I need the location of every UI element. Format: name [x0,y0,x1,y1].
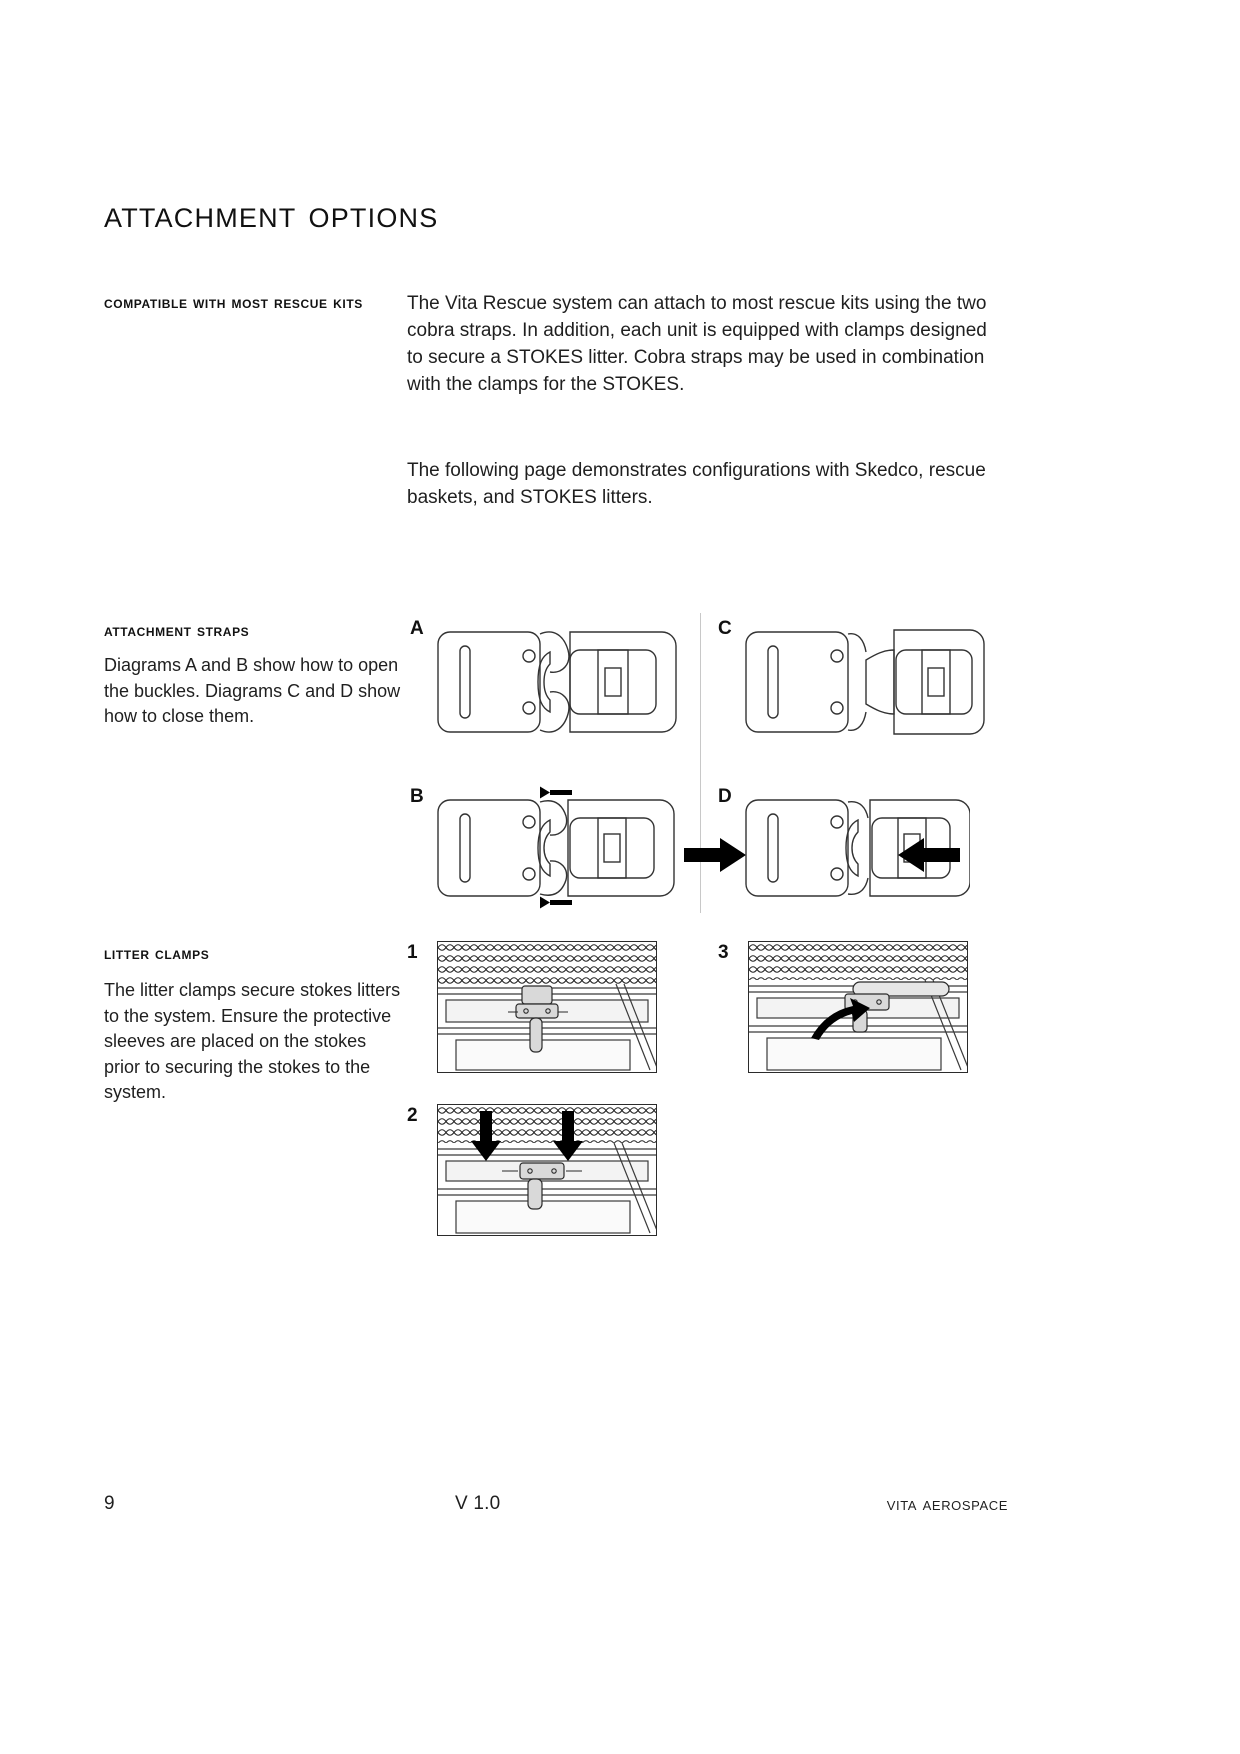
footer-company: vita aerospace [886,1494,1008,1514]
section-paragraph-litter-clamps: The litter clamps secure stokes litters to the system. Ensure the protective sleeves are placed on the stokes prior to securing the stokes to the system. [104,980,401,1103]
figure-clamp-step-3 [748,941,968,1073]
figure-label-a: A [410,618,424,639]
figure-label-b: B [410,786,424,807]
figure-label-d: D [718,786,732,807]
section-paragraph-following-page: The following page demonstrates configurations with Skedco, rescue baskets, and STOKES litters. [407,460,986,508]
section-heading-compatible-kits: compatible with most rescue kits [104,292,363,312]
figure-clamp-step-2 [437,1104,657,1236]
footer-page-number: 9 [104,1493,115,1514]
section-heading-attachment-straps: attachment straps [104,620,250,640]
section-heading-litter-clamps: litter clamps [104,943,210,963]
section-paragraph-compatible-kits: The Vita Rescue system can attach to most rescue kits using the two cobra straps. In addition, each unit is equipped with clamps designed to secure a STOKES litter. Cobra straps may be used in combination with the clamps for the STOKES. [407,293,987,395]
figure-clamp-step-1 [437,941,657,1073]
figure-buckle-b [432,778,692,918]
figure-label-3: 3 [718,942,729,963]
footer-version: V 1.0 [455,1493,501,1514]
figure-d-push-arrow [898,838,960,872]
figure-buckle-c [740,612,1000,752]
section-paragraph-attachment-straps: Diagrams A and B show how to open the buckles. Diagrams C and D show how to close them. [104,655,401,727]
figure-label-1: 1 [407,942,418,963]
figure-b-pull-arrow [684,838,746,872]
figure-buckle-a [432,612,692,752]
figure-label-c: C [718,618,732,639]
arrow-glyphs [540,787,572,909]
figure-label-2: 2 [407,1105,418,1126]
page-title: attachment options [104,193,439,236]
